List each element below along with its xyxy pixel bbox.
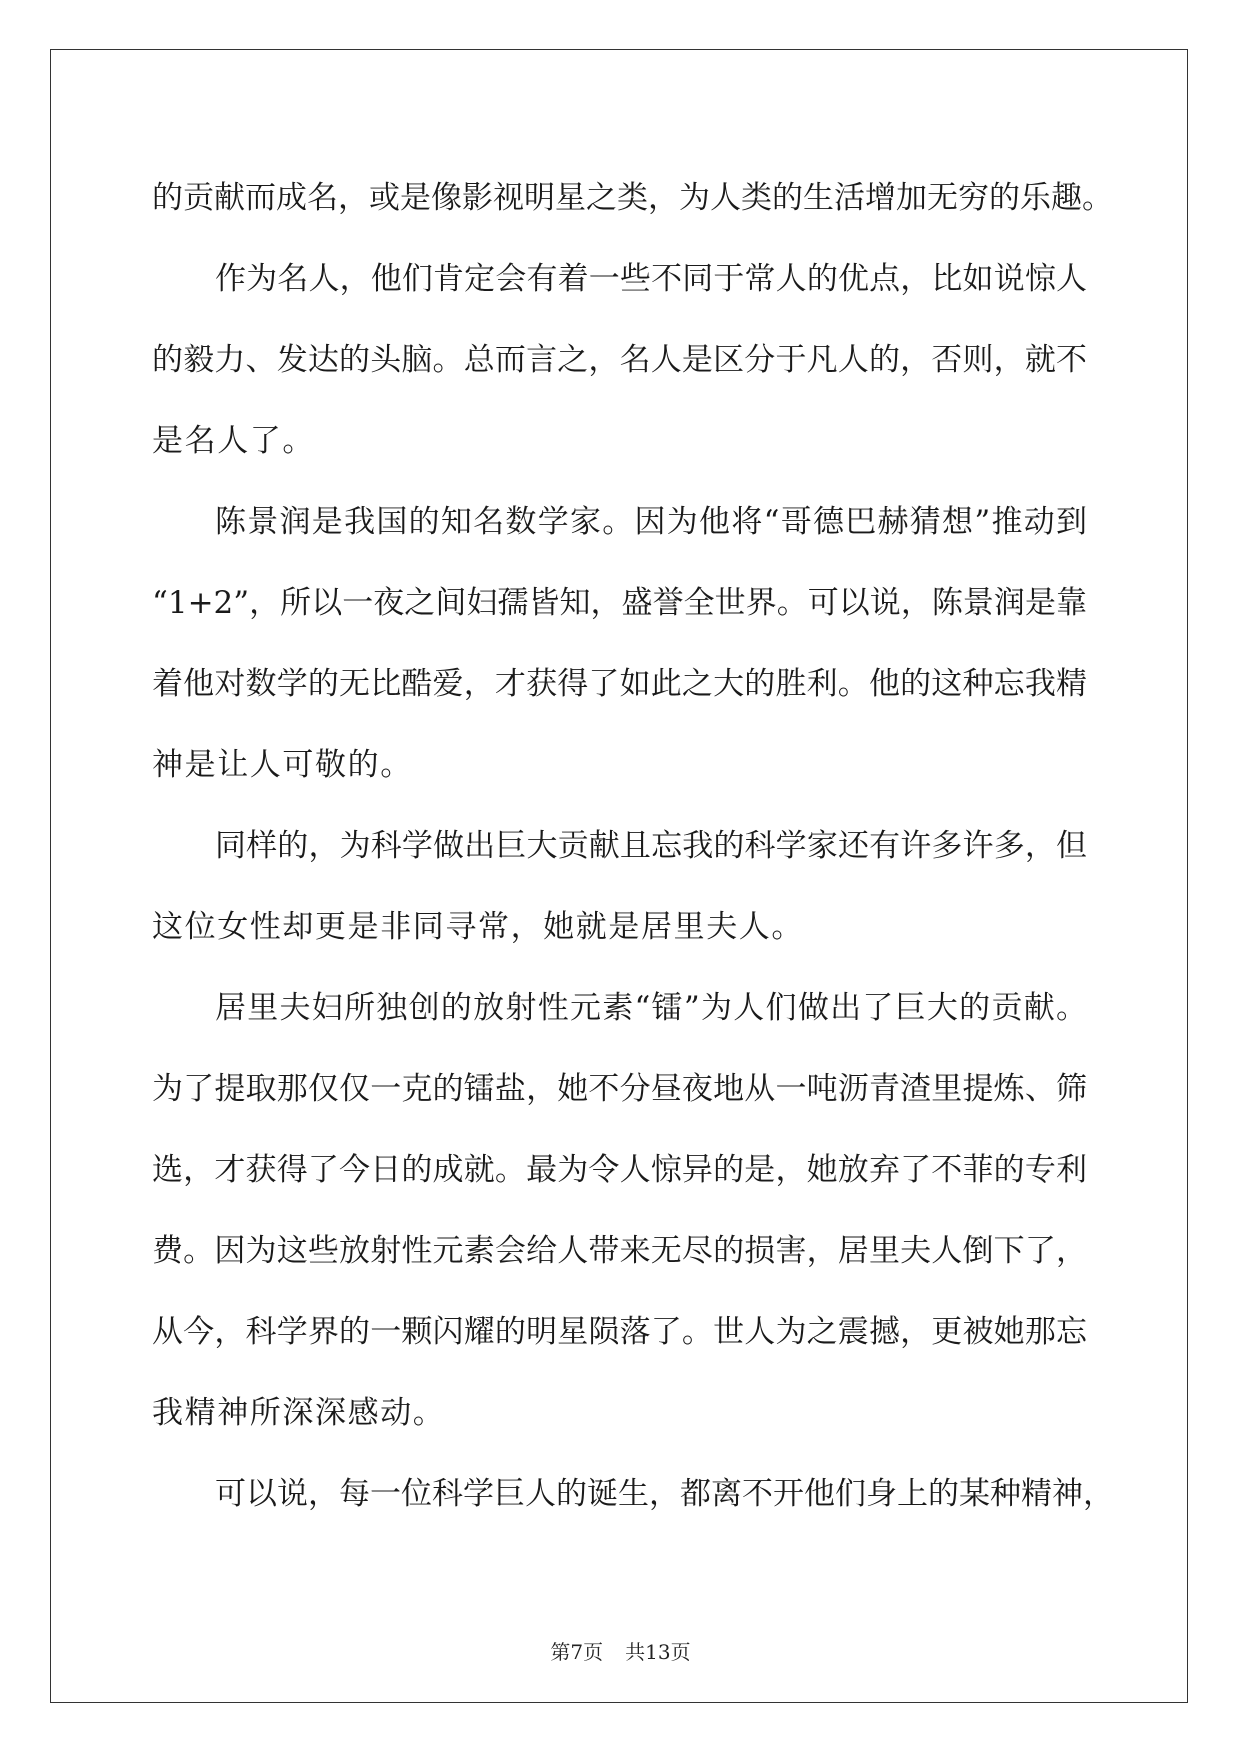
text-line: 同样的，为科学做出巨大贡献且忘我的科学家还有许多许多，但 [215,828,1087,864]
text-line: 神是让人可敬的。 [152,747,413,783]
text-line: 居里夫妇所独创的放射性元素“镭”为人们做出了巨大的贡献。 [215,990,1087,1026]
document-body [152,158,1114,1535]
text-line: 作为名人，他们肯定会有着一些不同于常人的优点，比如说惊人 [215,261,1087,297]
text-line: 可以说，每一位科学巨人的诞生，都离不开他们身上的某种精神， [215,1476,1114,1512]
text-line: 从今，科学界的一颗闪耀的明星陨落了。世人为之震撼，更被她那忘 [152,1314,1087,1350]
page-total: 共13页 [625,1640,691,1664]
text-line: 是名人了。 [152,423,315,459]
page-footer [0,1636,1241,1665]
text-line: 的贡献而成名，或是像影视明星之类，为人类的生活增加无穷的乐趣。 [152,180,1113,216]
text-line: 为了提取那仅仅一克的镭盐，她不分昼夜地从一吨沥青渣里提炼、筛 [152,1071,1087,1107]
text-line: 我精神所深深感动。 [152,1395,446,1431]
text-line: 这位女性却更是非同寻常，她就是居里夫人。 [152,909,804,945]
text-line: 着他对数学的无比酷爱，才获得了如此之大的胜利。他的这种忘我精 [152,666,1087,702]
text-line: 的毅力、发达的头脑。总而言之，名人是区分于凡人的，否则，就不 [152,342,1087,378]
text-line: 选，才获得了今日的成就。最为令人惊异的是，她放弃了不菲的专利 [152,1152,1087,1188]
page-number: 第7页 [550,1640,604,1664]
text-line: “1+2”，所以一夜之间妇孺皆知，盛誉全世界。可以说，陈景润是靠 [152,585,1087,621]
text-line: 费。因为这些放射性元素会给人带来无尽的损害，居里夫人倒下了， [152,1233,1087,1269]
text-line: 陈景润是我国的知名数学家。因为他将“哥德巴赫猜想”推动到 [215,504,1087,540]
